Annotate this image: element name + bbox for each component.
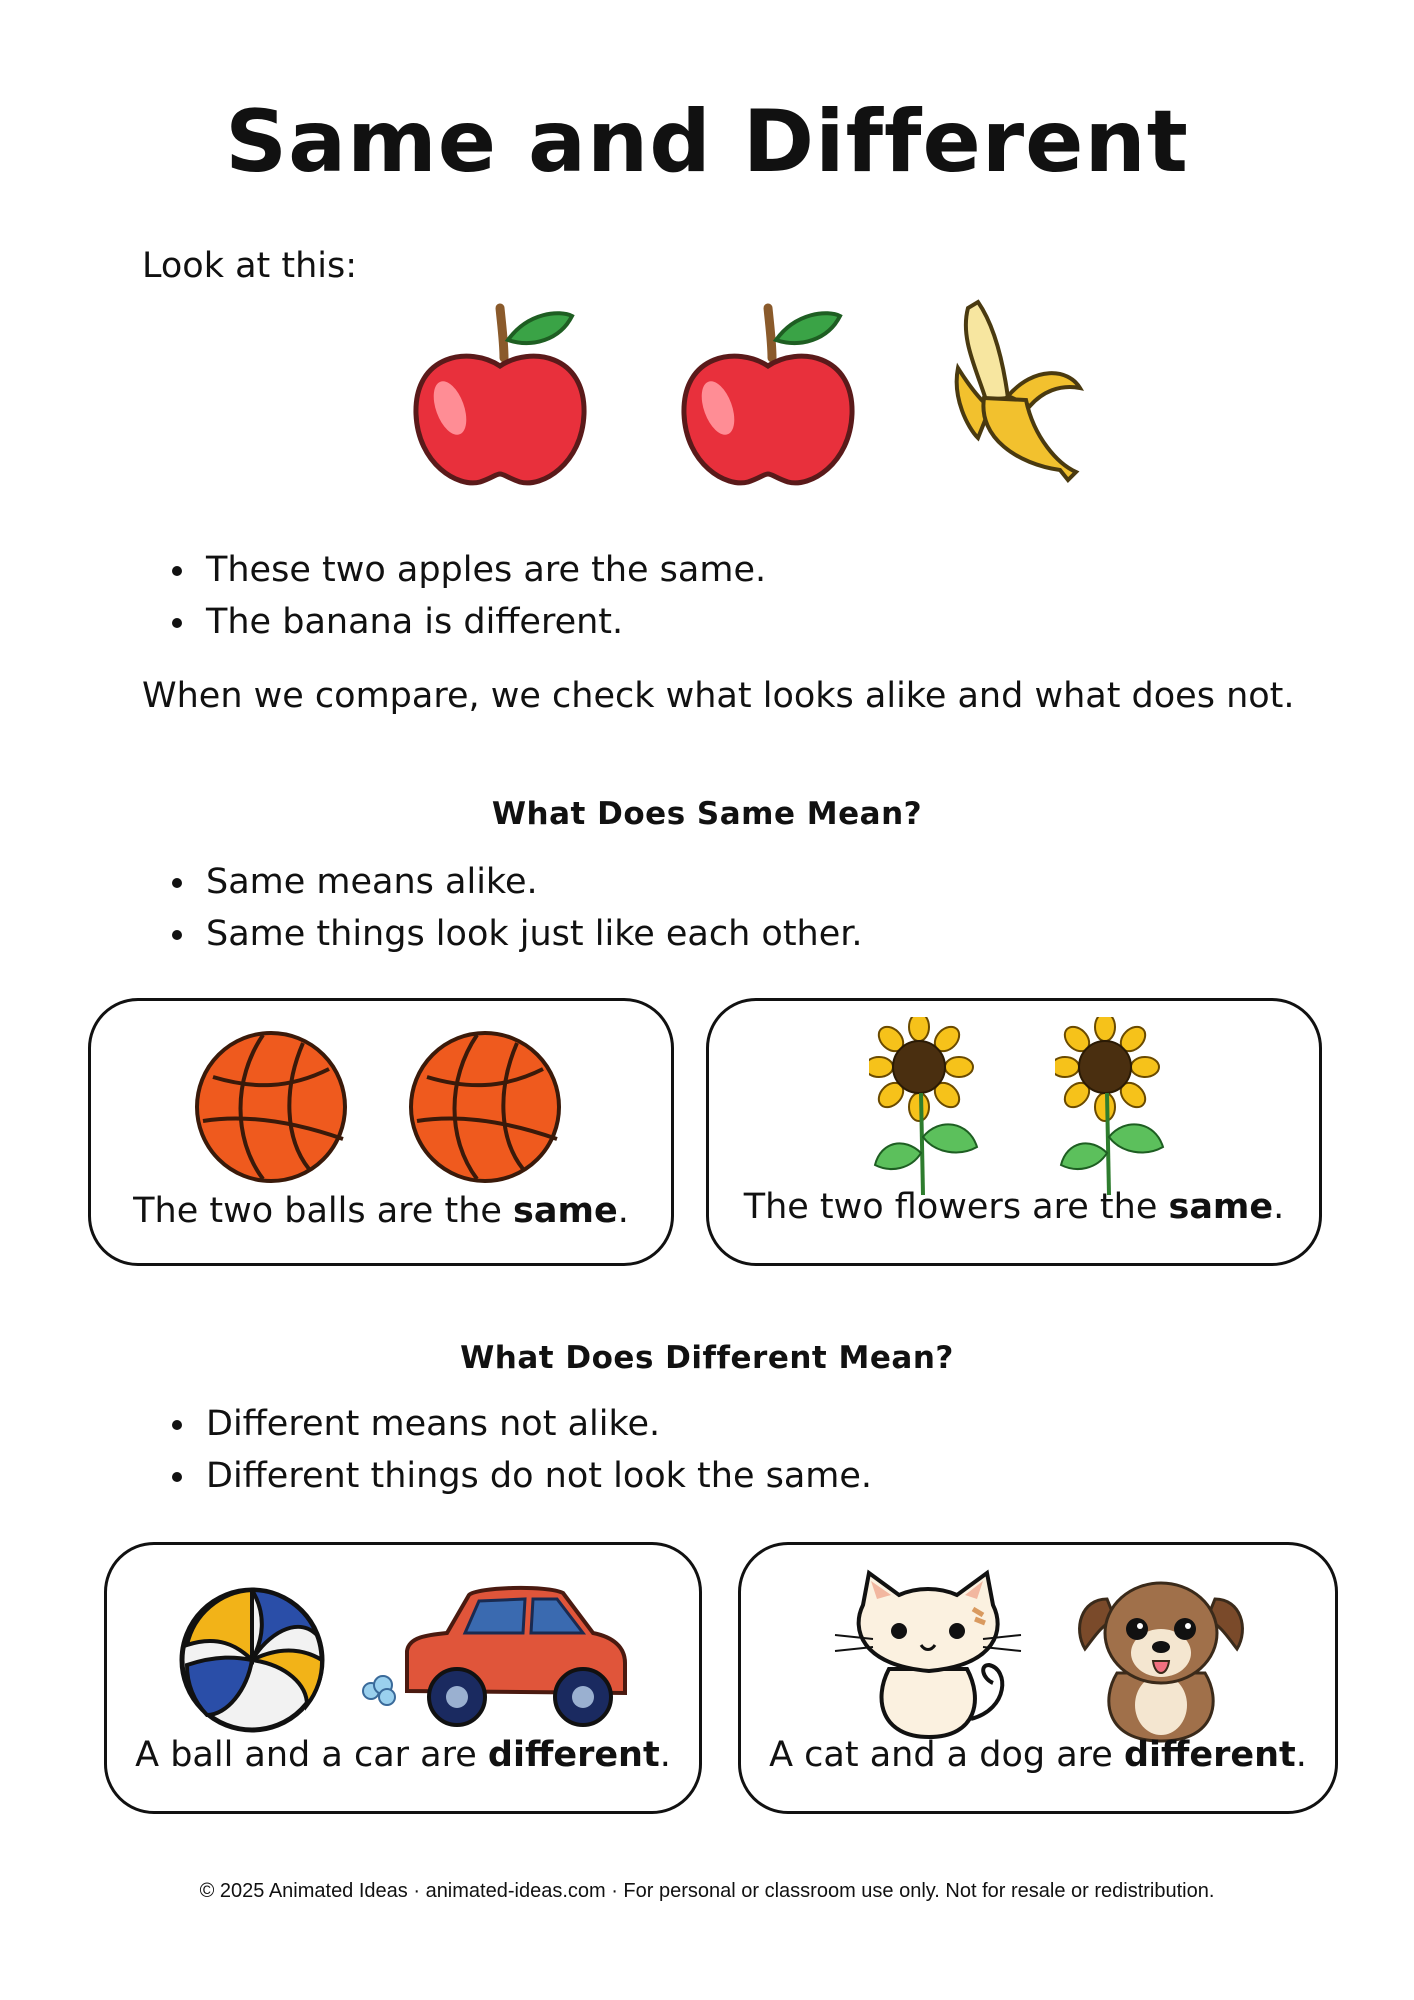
list-item: Same means alike. [162, 856, 863, 908]
same-card-flowers [706, 998, 1322, 1266]
card-caption: The two flowers are the same. [743, 1187, 1285, 1227]
same-card-balls [88, 998, 674, 1266]
list-item: Different means not alike. [162, 1398, 872, 1450]
sunflower-icon [869, 1017, 989, 1197]
card-caption: A cat and a dog are different. [769, 1735, 1307, 1775]
apple-icon [668, 288, 868, 488]
list-item: Different things do not look the same. [162, 1450, 872, 1502]
footer-copyright: © 2025 Animated Ideas · animated-ideas.com · For personal or classroom use only. Not for resale or redistribution. [199, 1880, 1215, 1902]
different-card-cat-dog [738, 1542, 1338, 1814]
same-heading: What Does Same Mean? [491, 796, 923, 832]
car-icon [357, 1581, 647, 1741]
volleyball-icon [177, 1585, 327, 1735]
different-bullets [162, 1398, 872, 1502]
list-item: Same things look just like each other. [162, 908, 863, 960]
banana-icon [938, 288, 1098, 488]
list-item: These two apples are the same. [162, 544, 766, 596]
different-heading: What Does Different Mean? [460, 1340, 954, 1376]
dog-icon [1071, 1569, 1251, 1749]
same-bullets [162, 856, 863, 960]
compare-text: When we compare, we check what looks alike and what does not. [142, 676, 1295, 716]
page-title: Same and Different [225, 92, 1189, 192]
basketball-icon [407, 1029, 563, 1185]
intro-bullets [162, 544, 766, 648]
apple-icon [400, 288, 600, 488]
card-caption: The two balls are the same. [133, 1191, 629, 1231]
different-card-ball-car [104, 1542, 702, 1814]
sunflower-icon [1055, 1017, 1175, 1197]
basketball-icon [193, 1029, 349, 1185]
intro-text: Look at this: [142, 246, 358, 286]
card-caption: A ball and a car are different. [135, 1735, 671, 1775]
list-item: The banana is different. [162, 596, 766, 648]
cat-icon [833, 1569, 1023, 1743]
